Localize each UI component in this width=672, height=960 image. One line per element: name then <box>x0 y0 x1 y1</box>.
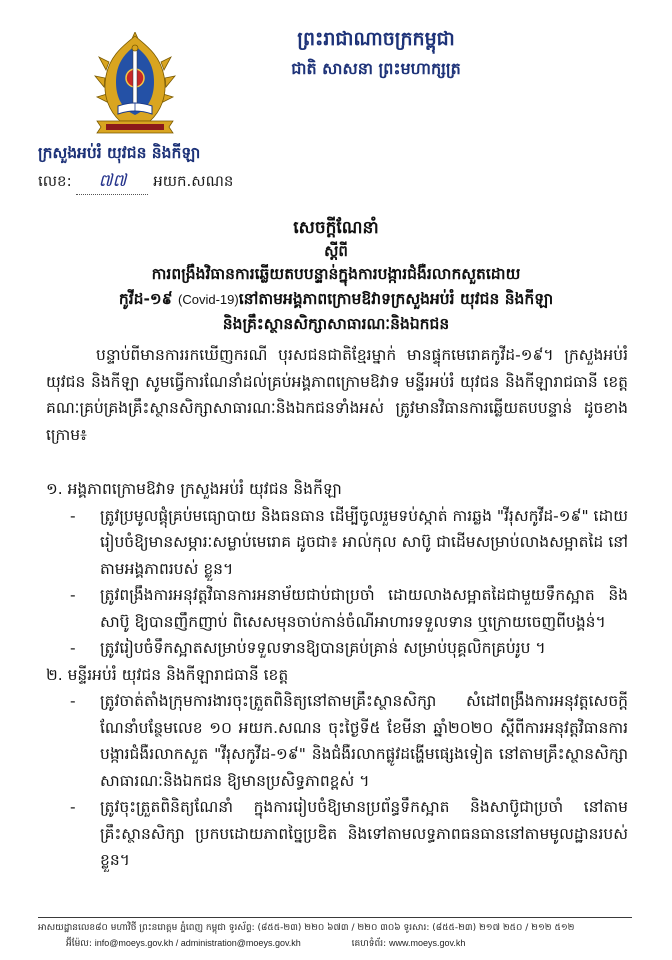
moeys-emblem-icon <box>94 32 176 138</box>
list-item-text: ត្រូវពង្រឹងការអនុវត្តវិធានការអនាម័យជាប់ជាប្រចាំ ដោយលាងសម្អាតដៃជាមួយទឹកស្អាត និងសាប៊ូ ឱ្យបានញឹកញាប់ ពិសេសមុនចាប់កាន់ចំណីអាហារទទួលទាន ឬក្រោយចេញពីបង្គន់។ <box>100 586 628 631</box>
list-item <box>70 688 628 794</box>
footer-email-label: អ៊ីម៉ែល: <box>66 939 92 949</box>
list-item <box>70 503 628 583</box>
list-item <box>70 582 628 635</box>
national-motto: ជាតិ សាសនា ព្រះមហាក្សត្រ <box>291 59 461 78</box>
emblem-pen <box>133 49 137 104</box>
bullet-dash: - <box>70 798 76 816</box>
subject-line-2 <box>36 287 636 312</box>
document-body <box>46 342 628 874</box>
footer-address: អាសយដ្ឋានលេខ៨០ មហាវិថី ព្រះនរោត្តម ភ្នំពេញ កម្ពុជា ទូរស័ព្ទ: (៨៥៥-២៣) ២២០ ៦៧៣ / ២២០ ៣០៦ ទូរសារ: (៨៥៥-២៣) ២១៧ ២៥០ / ២១២ ៥១២ <box>38 923 575 933</box>
footer-website <box>352 939 466 949</box>
list-item-text: ត្រូវប្រមូលផ្តុំគ្រប់មធ្យោបាយ និងធនធាន ដើម្បីចូលរួមទប់ស្កាត់ ការឆ្លង "វីរុសកូវីដ-១៩" ដោយរៀបចំឱ្យមានសម្ភារៈសម្លាប់មេរោគ ដូចជា៖ អាល់កុល សាប៊ូ ជាដើមសម្រាប់លាងសម្អាតដៃ នៅតាមអង្គភាពរបស់ ខ្លួន។ <box>100 506 628 578</box>
emblem-flame-ornament <box>165 76 175 87</box>
subject-line-2-latin: (Covid-19) <box>178 292 239 307</box>
emblem-banner-band <box>106 124 164 130</box>
list-item-text: ត្រូវរៀបចំទឹកស្អាតសម្រាប់ទទួលទានឱ្យបានគ្រប់គ្រាន់ សម្រាប់បុគ្គលិកគ្រប់រូប ។ <box>100 639 546 657</box>
footer-website-url: www.moeys.gov.kh <box>389 938 466 948</box>
reference-number <box>38 168 233 195</box>
footer-website-label: គេហទំព័រ: <box>351 939 387 949</box>
list-item-text: ត្រូវចុះត្រួតពិនិត្យណែនាំ ក្នុងការរៀបចំឱ្យមានប្រព័ន្ធទឹកស្អាត និងសាប៊ូជាប្រចាំ នៅតាមគ្រឹះស្ថានសិក្សា ប្រកបដោយភាពច្នៃប្រឌិត និងទៅតាមលទ្ធភាពធនធាននៅតាមមូលដ្ឋានរបស់ខ្លួន។ <box>100 798 628 869</box>
bullet-dash: - <box>70 586 76 604</box>
subject-line-2-rest: នៅតាមអង្គភាពក្រោមឱវាទក្រសួងអប់រំ យុវជន និងកីឡា <box>238 290 554 308</box>
reference-suffix: អយក.សណន <box>153 172 234 190</box>
emblem-flame-ornament <box>99 57 109 70</box>
bullet-dash: - <box>70 692 76 710</box>
intro-paragraph: បន្ទាប់ពីមានការរកឃើញករណី បុរសជនជាតិខ្មែរម្នាក់ មានផ្ទុកមេរោគកូវីដ-១៩។ ក្រសួងអប់រំ យុវជន និងកីឡា សូមធ្វើការណែនាំដល់គ្រប់អង្គភាពក្រោមឱវាទ មន្ទីរអប់រំ យុវជន និងកីឡារាជធានី ខេត្ត គណៈគ្រប់គ្រងគ្រឹះស្ថានសិក្សាសាធារណៈនិងឯកជនទាំងអស់ ត្រូវមានវិធានការឆ្លើយតបបន្ទាន់ ដូចខាងក្រោម៖ <box>46 346 628 444</box>
section-1-list <box>46 503 628 662</box>
title-about: ស្តីពី <box>324 242 348 260</box>
subject-line-1: ការពង្រឹងវិធានការឆ្លើយតបបន្ទាន់ក្នុងការបង្ការជំងឺរលាកសួតដោយ <box>151 265 521 283</box>
footer-contact <box>38 936 632 952</box>
subject-line-2-khmer: កូវីដ-១៩ <box>118 290 173 308</box>
list-item <box>70 794 628 874</box>
list-item <box>70 635 628 662</box>
reference-label: លេខ: <box>38 172 72 190</box>
document-title <box>36 216 636 337</box>
emblem-pen-knob <box>132 45 138 51</box>
subject-line-3: និងគ្រឹះស្ថានសិក្សាសាធារណៈនិងឯកជន <box>222 315 450 333</box>
section-2-list <box>46 688 628 874</box>
footer-emails: info@moeys.gov.kh / administration@moeys.gov.kh <box>94 938 301 948</box>
emblem-flame-ornament <box>95 76 105 87</box>
section-heading: ២. មន្ទីរអប់រំ យុវជន និងកីឡារាជធានី ខេត្ត <box>46 665 289 684</box>
list-item-text: ត្រូវចាត់តាំងក្រុមការងារចុះត្រួតពិនិត្យនៅតាមគ្រឹះស្ថានសិក្សា សំដៅពង្រឹងការអនុវត្តសេចក្តីណែនាំបន្ថែមលេខ ១០ អយក.សណន ចុះថ្ងៃទី៥ ខែមីនា ឆ្នាំ២០២០ ស្តីពីការអនុវត្តវិធានការបង្ការជំងឺរលាកសួត "វីរុសកូវីដ-១៩" និងជំងឺរលាកផ្លូវដង្ហើមផ្សេងទៀត នៅតាមគ្រឹះស្ថានសិក្សាសាធារណៈនិងឯកជន ឱ្យមានប្រសិទ្ធភាពខ្ពស់ ។ <box>100 692 628 790</box>
section-heading: ១. អង្គភាពក្រោមឱវាទ ក្រសួងអប់រំ យុវជន និងកីឡា <box>46 480 342 498</box>
document-type: សេចក្តីណែនាំ <box>293 218 379 238</box>
bullet-dash: - <box>70 639 76 657</box>
ministry-name: ក្រសួងអប់រំ យុវជន និងកីឡា <box>38 144 201 162</box>
bullet-dash: - <box>70 506 76 525</box>
emblem-flame-ornament <box>161 57 171 70</box>
reference-handwritten-number: ៧៧ <box>76 168 148 195</box>
letterhead-footer <box>38 917 632 952</box>
kingdom-title: ព្រះរាជាណាចក្រកម្ពុជា <box>297 28 455 50</box>
